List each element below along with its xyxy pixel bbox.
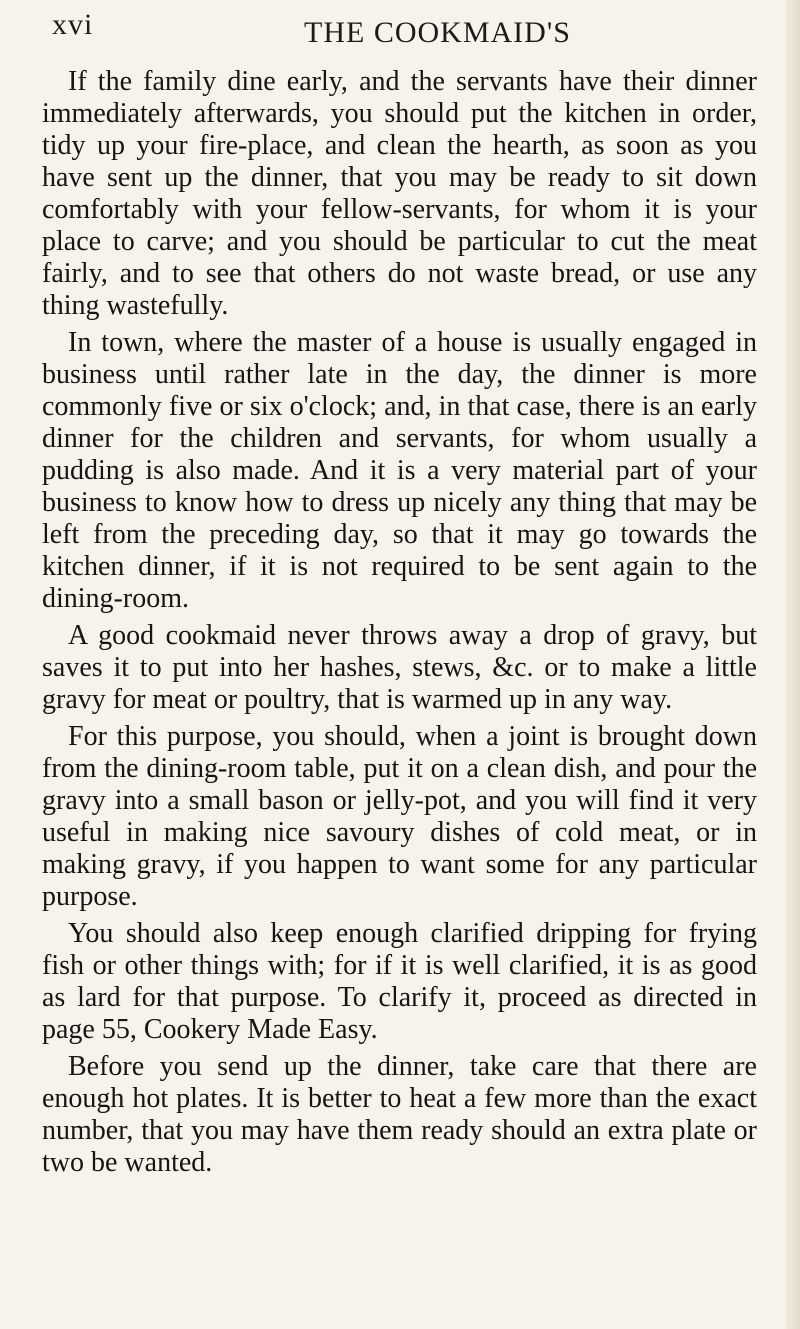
paragraph-gravy: A good cookmaid never throws away a drop of gravy, but saves it to put into her hashes, stews, &c. or to make a little gravy for meat or poultry, that is warmed up in any way. <box>42 620 757 715</box>
page-number: xvi <box>52 8 94 41</box>
paragraph-dinner-order: If the family dine early, and the servants have their dinner immediately afterwards, you should put the kitchen in order, tidy up your fire-place, and clean the hearth, as soon as you have sent up the dinner, that you may be ready to sit down comfortably with your fellow-servants, for whom it is your place to carve; and you should be particular to cut the meat fairly, and to see that others do not waste bread, or use any thing wastefully. <box>42 66 757 321</box>
page-header <box>36 8 756 68</box>
paragraph-joint: For this purpose, you should, when a joint is brought down from the dining-room table, put it on a clean dish, and pour the gravy into a small bason or jelly-pot, and you will find it very useful in making nice savoury dishes of cold meat, or in making gravy, if you happen to want some for any particular purpose. <box>42 721 757 912</box>
paragraph-dripping: You should also keep enough clarified dripping for frying fish or other things with; for if it is well clarified, it is as good as lard for that purpose. To clarify it, proceed as directed in page 55, Cookery Made Easy. <box>42 918 757 1045</box>
running-head: THE COOKMAID'S <box>304 16 571 49</box>
paragraph-town-dinner: In town, where the master of a house is usually engaged in business until rather late in the day, the dinner is more commonly five or six o'clock; and, in that case, there is an early dinner for the children and servants, for whom usually a pudding is also made. And it is a very material part of your business to know how to dress up nicely any thing that may be left from the preceding day, so that it may go towards the kitchen dinner, if it is not required to be sent again to the dining-room. <box>42 327 757 614</box>
page-edge <box>786 0 800 1329</box>
paragraph-plates: Before you send up the dinner, take care that there are enough hot plates. It is better to heat a few more than the exact number, that you may have them ready should an extra plate or two be wanted. <box>42 1051 757 1178</box>
body-text <box>42 66 757 1184</box>
